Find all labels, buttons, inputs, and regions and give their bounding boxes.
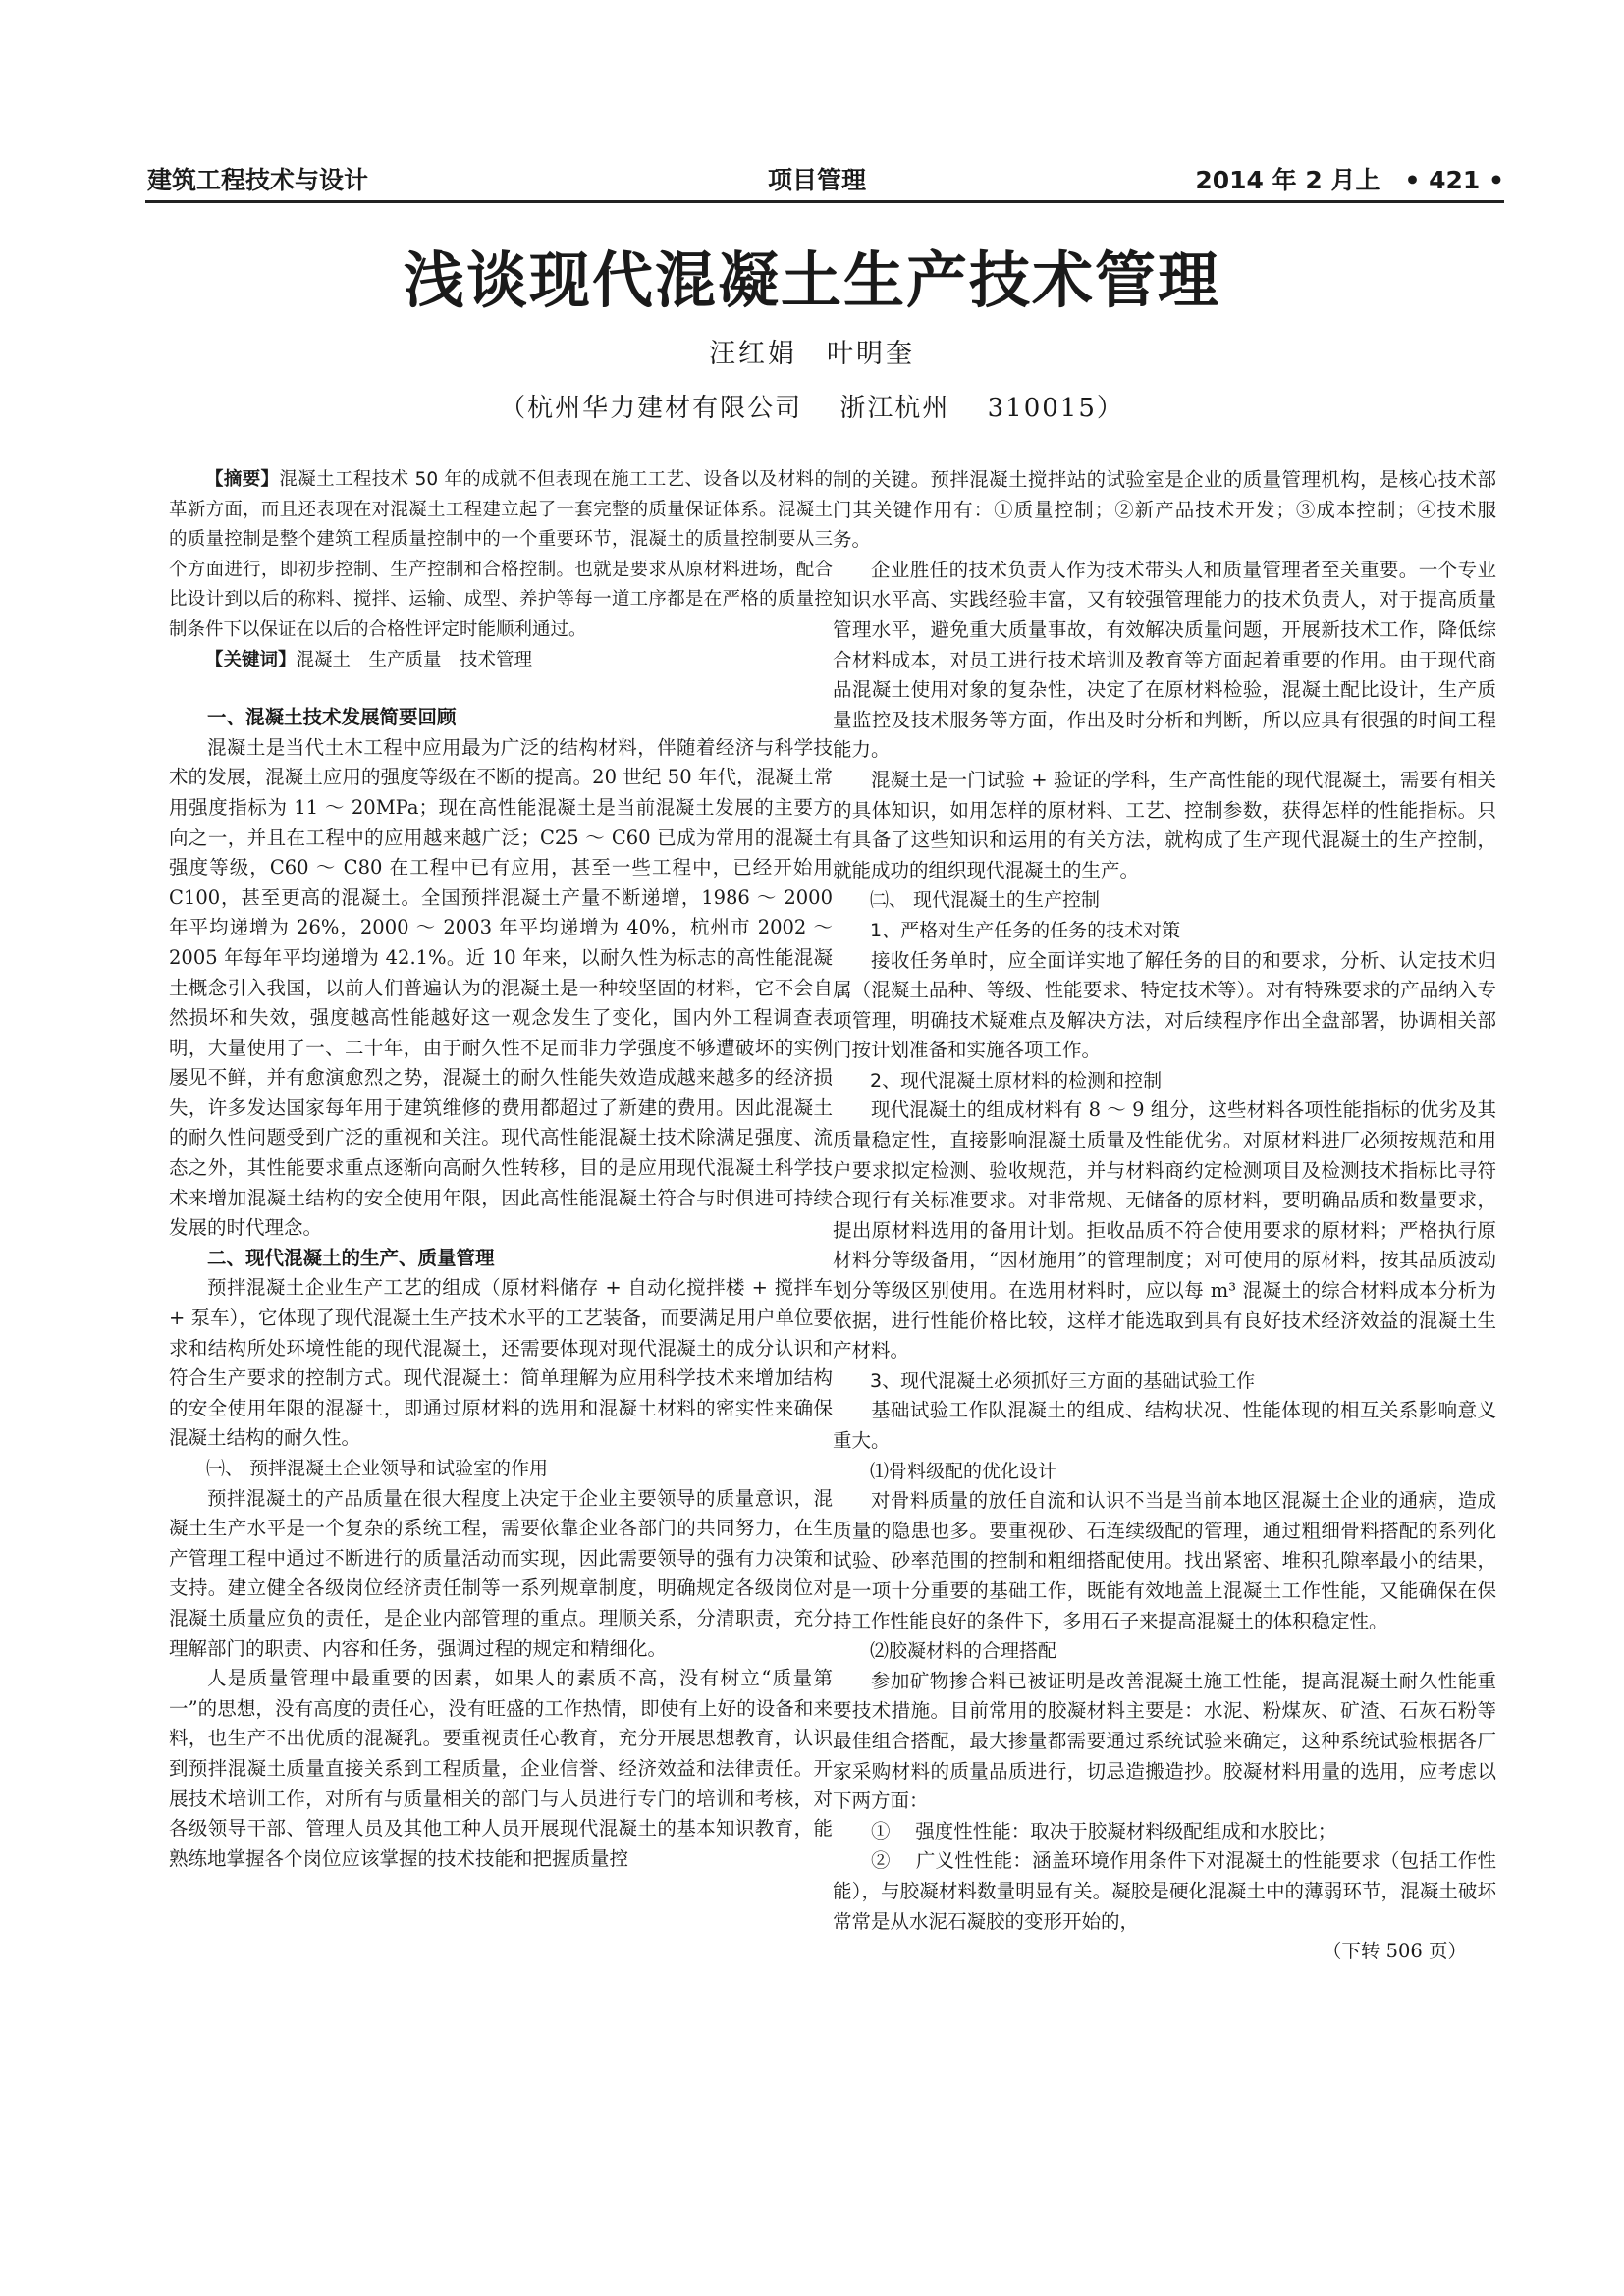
paragraph: ① 强度性性能：取决于胶凝材料级配组成和水胶比；	[871, 1819, 1337, 1842]
paragraph: 人是质量管理中最重要的因素，如果人的素质不高，没有树立“质量第一”的思想，没有高度的责任心，没有旺盛的工作热情，即使有上好的设备和来料，也生产不出优质的混凝乳。要重视责任心教育，充分开展思想教育，认识到预拌混凝土质量直接关系到工程质量，企业信誉、经济效益和法律责任。开展技术培训工作，对所有与质量相关的部门与人员进行专门的培训和考核，对各级领导干部、管理人员及其他工种人员开展现代混凝土的基本知识教育，能熟练地掌握各个岗位应该掌握的技术技能和把握质量控	[169, 1667, 833, 1870]
section-gap	[169, 675, 833, 703]
subsection-heading: ㈠、 预拌混凝土企业领导和试验室的作用	[206, 1458, 549, 1479]
paragraph: ② 广义性性能：涵盖环境作用条件下对混凝土的性能要求（包括工作性能），与胶凝材料数量明显有关。凝胶是硬化混凝土中的薄弱环节，混凝土破坏常常是从水泥石凝胶的变形开始的，	[833, 1849, 1496, 1933]
keywords-label: 【关键词】	[205, 649, 297, 670]
item-heading: 1、严格对生产任务的任务的技术对策	[870, 919, 1181, 941]
subsection-heading: ㈡、 现代混凝土的生产控制	[870, 889, 1101, 912]
paragraph: 企业胜任的技术负责人作为技术带头人和质量管理者至关重要。一个专业知识水平高、实践经验丰富，又有较强管理能力的技术负责人，对于提高质量管理水平，避免重大质量事故，有效解决质量问题，开展新技术工作，降低综合材料成本，对员工进行技术培训及教育等方面起着重要的作用。由于现代商品混凝土使用对象的复杂性，决定了在原材料检验，混凝土配比设计，生产质量监控及技术服务等方面，作出及时分析和判断，所以应具有很强的时间工程能力。	[833, 558, 1496, 762]
paragraph: 预拌混凝土的产品质量在很大程度上决定于企业主要领导的质量意识，混凝土生产水平是一个复杂的系统工程，需要依靠企业各部门的共同努力，在生产管理工程中通过不断进行的质量活动而实现，因此需要领导的强有力决策和支持。建立健全各级岗位经济责任制等一系列规章制度，明确规定各级岗位对混凝土质量应负的责任，是企业内部管理的重点。理顺关系，分清职责，充分理解部门的职责、内容和任务，强调过程的规定和精细化。	[169, 1486, 833, 1660]
paragraph: 混凝土是当代土木工程中应用最为广泛的结构材料，伴随着经济与科学技术的发展，混凝土应用的强度等级在不断的提高。20 世纪 50 年代，混凝土常用强度指标为 11 ～ 20MPa；现在高性能混凝土是当前混凝土发展的主要方向之一，并且在工程中的应用越来越广泛；C25 ～ C60 已成为常用的混凝土强度等级，C60 ～ C80 在工程中已有应用，甚至一些工程中，已经开始用 C100，甚至更高的混凝土。全国预拌混凝土产量不断递增，1986 ～ 2000 年平均递增为 26%，2000 ～ 2003 年平均递增为 40%，杭州市 2002 ～ 2005 年每年平均递增为 42.1%。近 10 年来，以耐久性为标志的高性能混凝土概念引入我国，以前人们普遍认为的混凝土是一种较坚固的材料，它不会自然损坏和失效，强度越高性能越好这一观念发生了变化，国内外工程调查表明，大量使用了一、二十年，由于耐久性不足而非力学强度不够遭破坏的实例屡见不鲜，并有愈演愈烈之势，混凝土的耐久性能失效造成越来越多的经济损失，许多发达国家每年用于建筑维修的费用都超过了新建的费用。因此混凝土的耐久性问题受到广泛的重视和关注。现代高性能混凝土技术除满足强度、流态之外，其性能要求重点逐渐向高耐久性转移，目的是应用现代混凝土科学技术来增加混凝土结构的安全使用年限，因此高性能混凝土符合与时俱进可持续发展的时代理念。	[169, 735, 833, 1240]
continued-note: （下转 506 页）	[1322, 1940, 1467, 1963]
right-column	[833, 465, 1496, 1967]
abstract-text: 混凝土工程技术 50 年的成就不但表现在施工工艺、设备以及材料的革新方面，而且还表现在对混凝土工程建立起了一套完整的质量保证体系。混凝土的质量控制是整个建筑工程质量控制中的一个重要环节，混凝土的质量控制要从三个方面进行，即初步控制、生产控制和合格控制。也就是要求从原材料进场，配合比设计到以后的称料、搅拌、运输、成型、养护等每一道工序都是在严格的质量控制条件下以保证在以后的合格性评定时能顺利通过。	[169, 469, 833, 640]
article-authors: 汪红娟 叶明奎	[709, 339, 915, 369]
paragraph-continued: 制的关键。预拌混凝土搅拌站的试验室是企业的质量管理机构，是核心技术部门其关键作用有：①质量控制；②新产品技术开发；③成本控制；④技术服务。	[833, 468, 1496, 552]
abstract-label: 【摘要】	[205, 469, 280, 490]
paragraph: 基础试验工作队混凝土的组成、结构状况、性能体现的相互关系影响意义重大。	[833, 1399, 1496, 1452]
section-heading: 一、混凝土技术发展简要回顾	[207, 706, 457, 729]
item-heading: ⑵胶凝材料的合理搭配	[870, 1640, 1057, 1663]
paragraph: 现代混凝土的组成材料有 8 ～ 9 组分，这些材料各项性能指标的优劣及其质量稳定性，直接影响混凝土质量及性能优劣。对原材料进厂必须按规范和用户要求拟定检测、验收规范，并与材料商约定检测项目及检测技术指标比寻符合现行有关标准要求。对非常规、无储备的原材料，要明确品质和数量要求，提出原材料选用的备用计划。拒收品质不符合使用要求的原材料；严格执行原材料分等级备用，“因材施用”的管理制度；对可使用的原材料，按其品质波动划分等级区别使用。在选用材料时，应以每 m³ 混凝土的综合材料成本分析为依据，进行性能价格比较，这样才能选取到具有良好技术经济效益的混凝土生产材料。	[833, 1098, 1496, 1362]
running-head	[145, 155, 1504, 203]
abstract	[169, 465, 833, 646]
keywords-text: 混凝土 生产质量 技术管理	[296, 649, 533, 670]
article-affiliation: （杭州华力建材有限公司 浙江杭州 310015）	[500, 394, 1124, 423]
keywords	[169, 646, 833, 676]
issue-date-page: 2014 年 2 月上 • 421 •	[1195, 166, 1504, 194]
left-column	[169, 465, 833, 1874]
item-heading: 2、现代混凝土原材料的检测和控制	[870, 1069, 1163, 1092]
item-heading: 3、现代混凝土必须抓好三方面的基础试验工作	[870, 1369, 1256, 1392]
paragraph: 参加矿物掺合料已被证明是改善混凝土施工性能，提高混凝土耐久性能重要技术措施。目前常用的胶凝材料主要是：水泥、粉煤灰、矿渣、石灰石粉等最佳组合搭配，最大掺量都需要通过系统试验来确定，这种系统试验根据各厂家采购材料的质量品质进行，切忌造搬造抄。胶凝材料用量的选用，应考虑以下两方面：	[833, 1669, 1496, 1813]
paragraph: 接收任务单时，应全面详实地了解任务的目的和要求，分析、认定技术归属（混凝土品种、等级、性能要求、特定技术等）。对有特殊要求的产品纳入专项管理，明确技术疑难点及解决方法，对后续程序作出全盘部署，协调相关部门按计划准备和实施各项工作。	[833, 948, 1496, 1062]
paragraph: 预拌混凝土企业生产工艺的组成（原材料储存 + 自动化搅拌楼 + 搅拌车 + 泵车），它体现了现代混凝土生产技术水平的工艺装备，而要满足用户单位要求和结构所处环境性能的现代混凝土，还需要体现对现代混凝土的成分认识和符合生产要求的控制方式。现代混凝土：简单理解为应用科学技术来增加结构的安全使用年限的混凝土，即通过原材料的选用和混凝土材料的密实性来确保混凝土结构的耐久性。	[169, 1276, 833, 1450]
journal-name: 建筑工程技术与设计	[147, 166, 369, 194]
section-heading: 二、现代混凝土的生产、质量管理	[207, 1246, 495, 1269]
item-heading: ⑴骨料级配的优化设计	[870, 1460, 1057, 1482]
paragraph: 混凝土是一门试验 + 验证的学科，生产高性能的现代混凝土，需要有相关的具体知识，如用怎样的原材料、工艺、控制参数，获得怎样的性能指标。只有具备了这些知识和运用的有关方法，就构成了生产现代混凝土的生产控制，就能成功的组织现代混凝土的生产。	[833, 768, 1496, 881]
paragraph: 对骨料质量的放任自流和认识不当是当前本地区混凝土企业的通病，造成质量的隐患也多。要重视砂、石连续级配的管理，通过粗细骨料搭配的系列化试验、砂率范围的控制和粗细搭配使用。找出紧密、堆积孔隙率最小的结果，是一项十分重要的基础工作，既能有效地盖上混凝土工作性能，又能确保在保持工作性能良好的条件下，多用石子来提高混凝土的体积稳定性。	[833, 1489, 1496, 1632]
column-name: 项目管理	[768, 166, 867, 194]
article-title: 浅谈现代混凝土生产技术管理	[403, 244, 1220, 316]
